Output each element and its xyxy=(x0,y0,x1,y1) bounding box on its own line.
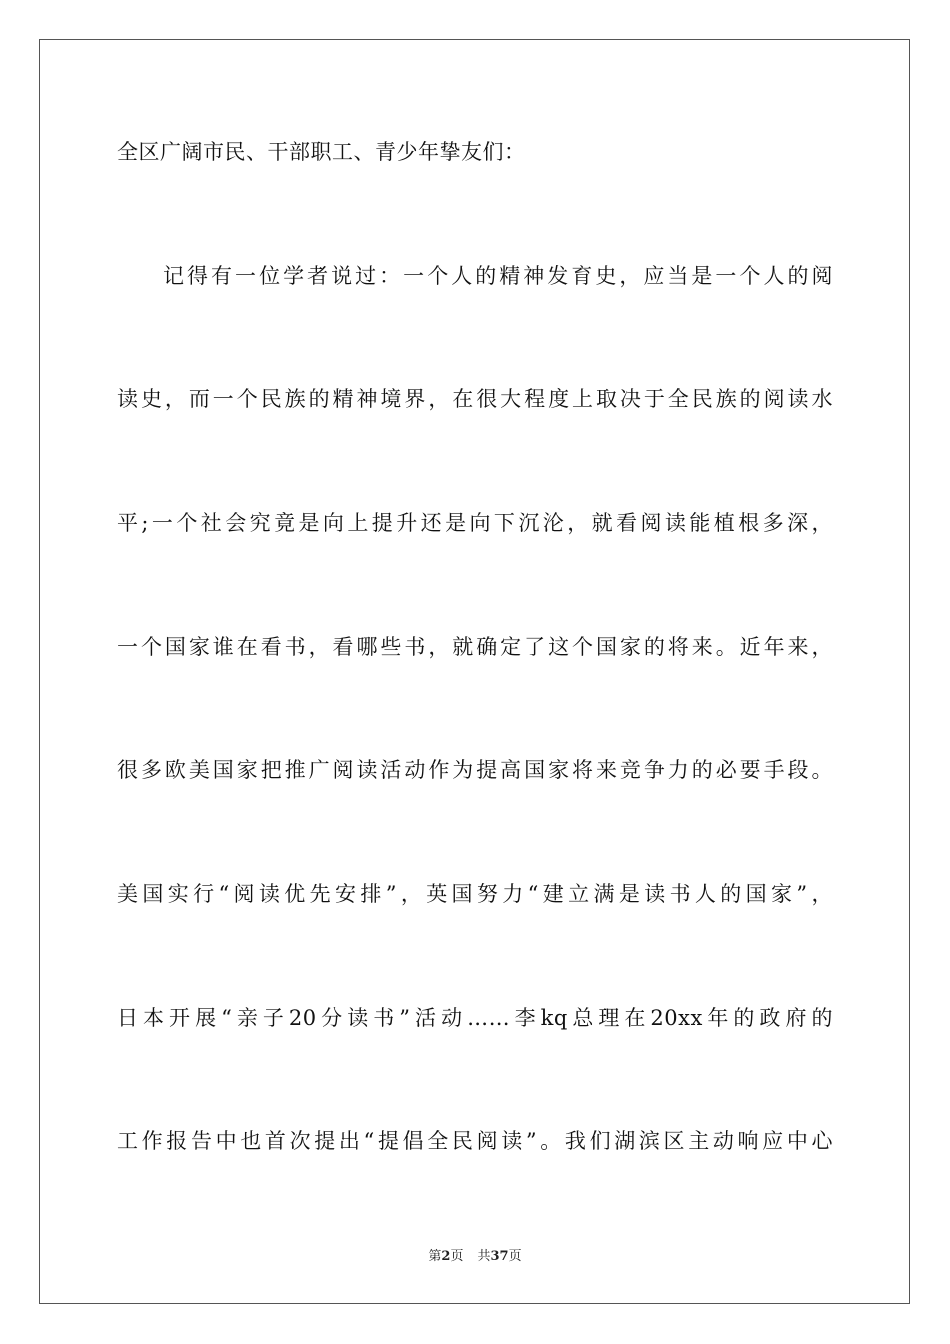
body-line-7: 日本开展“亲子20分读书”活动……李kq总理在20xx年的政府的 xyxy=(117,1006,833,1030)
page-number: 2 xyxy=(441,1249,451,1264)
total-suffix: 页 xyxy=(508,1249,522,1264)
salutation-line: 全区广阔市民、干部职工、青少年挚友们： xyxy=(117,140,526,164)
body-line-4: 一个国家谁在看书，看哪些书，就确定了这个国家的将来。近年来， xyxy=(117,635,833,659)
page-prefix: 第 xyxy=(428,1249,442,1264)
body-line-5: 很多欧美国家把推广阅读活动作为提高国家将来竞争力的必要手段。 xyxy=(117,758,833,782)
total-prefix: 共 xyxy=(477,1249,491,1264)
total-pages: 37 xyxy=(490,1249,509,1264)
body-line-8: 工作报告中也首次提出“提倡全民阅读”。我们湖滨区主动响应中心 xyxy=(117,1129,833,1153)
page-suffix: 页 xyxy=(450,1249,464,1264)
page-border xyxy=(39,39,910,1304)
body-line-2: 读史，而一个民族的精神境界，在很大程度上取决于全民族的阅读水 xyxy=(117,387,833,411)
body-line-3: 平;一个社会究竟是向上提升还是向下沉沦，就看阅读能植根多深， xyxy=(117,511,833,535)
body-line-6: 美国实行“阅读优先安排”，英国努力“建立满是读书人的国家”， xyxy=(117,882,833,906)
page-footer xyxy=(0,1248,950,1266)
body-line-1: 记得有一位学者说过：一个人的精神发育史，应当是一个人的阅 xyxy=(163,264,833,288)
